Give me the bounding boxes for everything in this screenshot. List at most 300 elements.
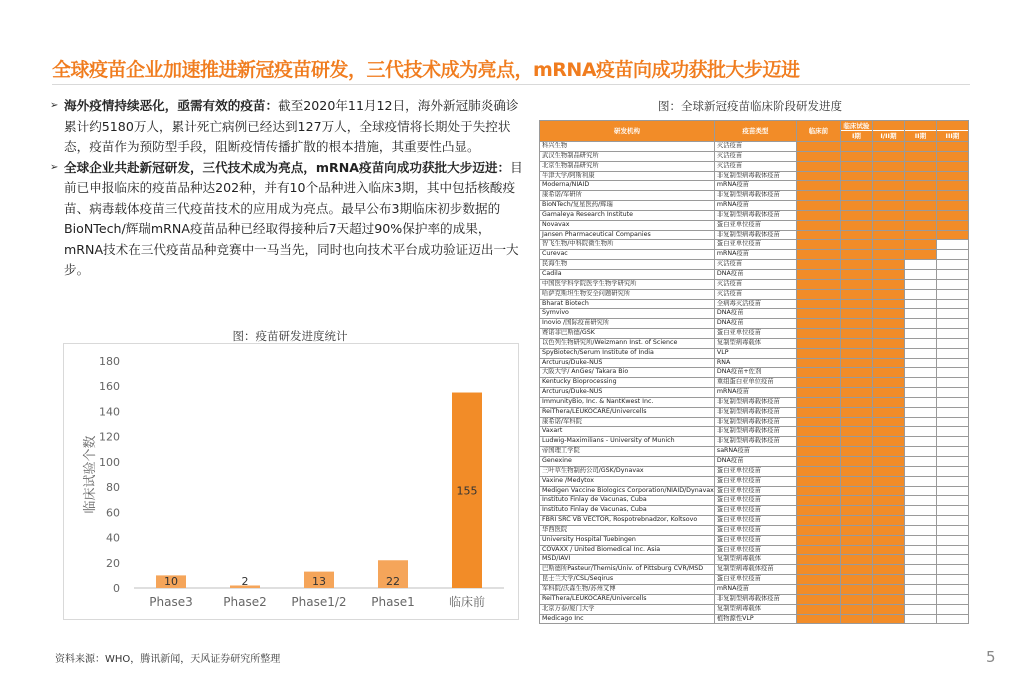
stage-phase1-cell: [840, 269, 872, 279]
table-row: [540, 506, 969, 516]
table-caption: 图：全球新冠疫苗临床阶段研发进度: [658, 99, 842, 113]
stage-phase3-cell: [936, 358, 968, 368]
stage-phase2-cell: [904, 220, 936, 230]
bullet-2-heading: 全球企业共赴新冠研发，三代技术成为亮点，mRNA疫苗向成功获批大步迈进：: [64, 159, 511, 175]
stage-phase3-cell: [936, 230, 968, 240]
row-type: mRNA疫苗: [714, 201, 796, 211]
header-trial-group: 临床试验: [841, 122, 872, 131]
table-row: [540, 279, 969, 289]
stage-phase3-cell: [936, 614, 968, 624]
stage-phase1-cell: [840, 525, 872, 535]
stage-preclinical-cell: [796, 191, 840, 201]
row-org: Medicago Inc: [540, 614, 715, 624]
stage-phase3-cell: [936, 407, 968, 417]
row-type: 重组蛋白亚单位疫苗: [714, 378, 796, 388]
bullet-list: [50, 96, 528, 281]
row-type: mRNA疫苗: [714, 250, 796, 260]
row-org: 大阪大学/ AnGes/ Takara Bio: [540, 368, 715, 378]
stage-phase12-cell: [872, 260, 904, 270]
table-row: [540, 358, 969, 368]
table-row: [540, 220, 969, 230]
stage-phase12-cell: [872, 584, 904, 594]
stage-phase1-cell: [840, 279, 872, 289]
row-org: Kentucky Bioprocessing: [540, 378, 715, 388]
arrow-bullet-icon: ➢: [50, 161, 59, 173]
stage-phase2-cell: [904, 289, 936, 299]
stage-phase3-cell: [936, 161, 968, 171]
row-type: saRNA疫苗: [714, 447, 796, 457]
stage-preclinical-cell: [796, 525, 840, 535]
stage-preclinical-cell: [796, 575, 840, 585]
stage-phase1-cell: [840, 417, 872, 427]
stage-preclinical-cell: [796, 329, 840, 339]
table-row: [540, 447, 969, 457]
row-type: 蛋白亚单位疫苗: [714, 466, 796, 476]
row-org: Arcturus/Duke-NUS: [540, 388, 715, 398]
stage-phase3-cell: [936, 565, 968, 575]
stage-phase1-cell: [840, 476, 872, 486]
stage-phase2-cell: [904, 348, 936, 358]
table-row: [540, 230, 969, 240]
stage-phase3-cell: [936, 289, 968, 299]
row-type: 蛋白亚单位疫苗: [714, 476, 796, 486]
stage-phase12-cell: [872, 289, 904, 299]
row-type: DNA疫苗: [714, 269, 796, 279]
stage-preclinical-cell: [796, 269, 840, 279]
stage-phase2-cell: [904, 269, 936, 279]
x-tick-label: Phase1: [371, 595, 415, 609]
stage-phase1-cell: [840, 555, 872, 565]
row-type: 非复制型病毒载体疫苗: [714, 397, 796, 407]
y-tick-label: 140: [99, 405, 120, 419]
row-type: mRNA疫苗: [714, 388, 796, 398]
row-type: 复制型病毒载体疫苗: [714, 565, 796, 575]
row-org: Instituto Finlay de Vacunas, Cuba: [540, 496, 715, 506]
table-row: [540, 309, 969, 319]
stage-preclinical-cell: [796, 506, 840, 516]
stage-phase3-cell: [936, 545, 968, 555]
stage-phase3-cell: [936, 240, 968, 250]
stage-phase12-cell: [872, 230, 904, 240]
header-preclinical: 临床前: [796, 121, 840, 142]
stage-phase1-cell: [840, 368, 872, 378]
stage-phase3-cell: [936, 476, 968, 486]
y-tick-label: 160: [99, 380, 120, 394]
stage-phase2-cell: [904, 181, 936, 191]
stage-preclinical-cell: [796, 427, 840, 437]
stage-preclinical-cell: [796, 279, 840, 289]
table-row: [540, 457, 969, 467]
table-row: [540, 437, 969, 447]
row-org: 昆士兰大学/CSL/Seqirus: [540, 575, 715, 585]
row-org: Curevac: [540, 250, 715, 260]
table-row: [540, 496, 969, 506]
row-org: 民海生物: [540, 260, 715, 270]
row-org: Novavax: [540, 220, 715, 230]
row-type: 灭活疫苗: [714, 260, 796, 270]
stage-phase2-cell: [904, 338, 936, 348]
stage-phase12-cell: [872, 210, 904, 220]
stage-phase2-cell: [904, 142, 936, 152]
stage-phase2-cell: [904, 594, 936, 604]
stage-preclinical-cell: [796, 614, 840, 624]
table-row: [540, 338, 969, 348]
stage-phase12-cell: [872, 516, 904, 526]
stage-phase1-cell: [840, 496, 872, 506]
stage-preclinical-cell: [796, 319, 840, 329]
stage-phase12-cell: [872, 368, 904, 378]
stage-phase1-cell: [840, 260, 872, 270]
stage-phase3-cell: [936, 604, 968, 614]
stage-phase1-cell: [840, 171, 872, 181]
header-phase3-label: III期: [945, 131, 960, 140]
stage-phase12-cell: [872, 555, 904, 565]
stage-phase3-cell: [936, 397, 968, 407]
header-phase1-label: I期: [851, 131, 861, 140]
stage-phase3-cell: [936, 594, 968, 604]
stage-phase1-cell: [840, 388, 872, 398]
stage-phase3-cell: [936, 151, 968, 161]
page-number: 5: [986, 648, 996, 666]
row-org: 牛津大学/阿斯利康: [540, 171, 715, 181]
stage-phase12-cell: [872, 250, 904, 260]
stage-phase1-cell: [840, 466, 872, 476]
stage-phase12-cell: [872, 506, 904, 516]
stage-phase3-cell: [936, 191, 968, 201]
stage-preclinical-cell: [796, 201, 840, 211]
stage-preclinical-cell: [796, 348, 840, 358]
row-org: 赛诺菲巴斯德/GSK: [540, 329, 715, 339]
stage-phase1-cell: [840, 181, 872, 191]
stage-preclinical-cell: [796, 220, 840, 230]
row-type: DNA疫苗+佐剂: [714, 368, 796, 378]
x-tick-label: 临床前: [448, 595, 486, 609]
stage-phase2-cell: [904, 151, 936, 161]
stage-phase2-cell: [904, 260, 936, 270]
stage-phase12-cell: [872, 476, 904, 486]
stage-phase1-cell: [840, 457, 872, 467]
table-row: [540, 516, 969, 526]
stage-phase2-cell: [904, 210, 936, 220]
row-org: 中国医学科学院医学生物学研究所: [540, 279, 715, 289]
stage-phase12-cell: [872, 545, 904, 555]
header-phase2: [904, 121, 936, 142]
stage-phase3-cell: [936, 338, 968, 348]
x-tick-label: Phase2: [223, 595, 267, 609]
stage-phase2-cell: [904, 604, 936, 614]
stage-preclinical-cell: [796, 407, 840, 417]
header-type: 疫苗类型: [714, 121, 796, 142]
row-org: Jansen Pharmaceutical Companies: [540, 230, 715, 240]
stage-preclinical-cell: [796, 457, 840, 467]
stage-phase1-cell: [840, 397, 872, 407]
table-row: [540, 319, 969, 329]
stage-preclinical-cell: [796, 338, 840, 348]
stage-phase12-cell: [872, 269, 904, 279]
stage-preclinical-cell: [796, 151, 840, 161]
stage-phase3-cell: [936, 329, 968, 339]
y-axis-label: 临床试验个数: [83, 435, 98, 514]
stage-phase2-cell: [904, 407, 936, 417]
stage-phase1-cell: [840, 437, 872, 447]
table-row: [540, 525, 969, 535]
table-row: [540, 466, 969, 476]
table-row: [540, 378, 969, 388]
row-org: Ludwig-Maximilians - University of Munich: [540, 437, 715, 447]
row-type: 植物源性VLP: [714, 614, 796, 624]
stage-preclinical-cell: [796, 250, 840, 260]
stage-phase1-cell: [840, 516, 872, 526]
stage-preclinical-cell: [796, 181, 840, 191]
table-row: [540, 594, 969, 604]
row-type: 灭活疫苗: [714, 289, 796, 299]
row-org: 武汉生物制品研究所: [540, 151, 715, 161]
stage-phase1-cell: [840, 191, 872, 201]
stage-phase12-cell: [872, 161, 904, 171]
stage-preclinical-cell: [796, 516, 840, 526]
stage-phase2-cell: [904, 417, 936, 427]
stage-phase2-cell: [904, 161, 936, 171]
stage-phase3-cell: [936, 437, 968, 447]
stage-preclinical-cell: [796, 210, 840, 220]
stage-phase2-cell: [904, 555, 936, 565]
stage-phase3-cell: [936, 319, 968, 329]
stage-phase12-cell: [872, 525, 904, 535]
trial-progress-table: [539, 120, 969, 624]
stage-preclinical-cell: [796, 358, 840, 368]
row-org: 康希诺/军研所: [540, 191, 715, 201]
stage-phase2-cell: [904, 575, 936, 585]
stage-phase3-cell: [936, 417, 968, 427]
stage-preclinical-cell: [796, 496, 840, 506]
row-org: ReiThera/LEUKOCARE/Univercells: [540, 594, 715, 604]
row-type: 全病毒灭活疫苗: [714, 299, 796, 309]
x-tick-label: Phase1/2: [291, 595, 347, 609]
stage-phase2-cell: [904, 368, 936, 378]
stage-phase2-cell: [904, 437, 936, 447]
stage-phase3-cell: [936, 584, 968, 594]
table-row: [540, 181, 969, 191]
row-org: 科兴生物: [540, 142, 715, 152]
table-row: [540, 240, 969, 250]
stage-phase2-cell: [904, 201, 936, 211]
stage-phase3-cell: [936, 210, 968, 220]
table-row: [540, 555, 969, 565]
row-type: 蛋白亚单位疫苗: [714, 516, 796, 526]
row-type: 复制型病毒载体: [714, 604, 796, 614]
stage-phase12-cell: [872, 575, 904, 585]
table-row: [540, 161, 969, 171]
bullet-item-2: [50, 158, 528, 281]
header-org: 研发机构: [540, 121, 715, 142]
y-tick-label: 20: [106, 556, 120, 570]
stage-phase3-cell: [936, 181, 968, 191]
x-tick-label: Phase3: [149, 595, 193, 609]
stage-phase2-cell: [904, 250, 936, 260]
stage-phase3-cell: [936, 486, 968, 496]
row-org: Vaxart: [540, 427, 715, 437]
row-type: 复制型病毒载体: [714, 555, 796, 565]
stage-phase1-cell: [840, 407, 872, 417]
stage-phase1-cell: [840, 535, 872, 545]
stage-preclinical-cell: [796, 486, 840, 496]
stage-preclinical-cell: [796, 545, 840, 555]
bar-data-label: 13: [312, 575, 326, 588]
table-row: [540, 486, 969, 496]
source-note: 资料来源：WHO，腾讯新闻，天风证券研究所整理: [55, 654, 281, 665]
y-tick-label: 60: [106, 506, 120, 520]
row-org: Genexine: [540, 457, 715, 467]
stage-phase2-cell: [904, 457, 936, 467]
stage-phase3-cell: [936, 466, 968, 476]
row-type: 非复制型病毒载体疫苗: [714, 171, 796, 181]
stage-phase12-cell: [872, 486, 904, 496]
stage-phase1-cell: [840, 250, 872, 260]
stage-phase12-cell: [872, 171, 904, 181]
y-tick-label: 40: [106, 531, 120, 545]
stage-phase1-cell: [840, 604, 872, 614]
stage-phase12-cell: [872, 220, 904, 230]
table-row: [540, 191, 969, 201]
y-tick-label: 120: [99, 430, 120, 444]
stage-phase1-cell: [840, 309, 872, 319]
row-type: 蛋白亚单位疫苗: [714, 506, 796, 516]
row-org: FBRI SRC VB VECTOR, Rospotrebnadzor, Koltsovo: [540, 516, 715, 526]
stage-phase1-cell: [840, 447, 872, 457]
table-row: [540, 614, 969, 624]
stage-preclinical-cell: [796, 142, 840, 152]
row-org: SpyBiotech/Serum Institute of India: [540, 348, 715, 358]
stage-phase3-cell: [936, 575, 968, 585]
row-type: 复制型病毒载体: [714, 338, 796, 348]
row-org: ReiThera/LEUKOCARE/Univercells: [540, 407, 715, 417]
table-row: [540, 260, 969, 270]
stage-phase1-cell: [840, 427, 872, 437]
table-row: [540, 329, 969, 339]
table-row: [540, 417, 969, 427]
row-org: Symvivo: [540, 309, 715, 319]
stage-phase12-cell: [872, 604, 904, 614]
stage-phase2-cell: [904, 358, 936, 368]
stage-phase12-cell: [872, 594, 904, 604]
row-type: DNA疫苗: [714, 457, 796, 467]
bar-data-label: 155: [456, 484, 478, 498]
bar-data-label: 2: [241, 575, 249, 588]
stage-preclinical-cell: [796, 535, 840, 545]
arrow-bullet-icon: ➢: [50, 100, 59, 111]
stage-phase12-cell: [872, 427, 904, 437]
stage-phase12-cell: [872, 358, 904, 368]
stage-phase1-cell: [840, 348, 872, 358]
stage-preclinical-cell: [796, 309, 840, 319]
stage-phase12-cell: [872, 378, 904, 388]
stage-phase3-cell: [936, 555, 968, 565]
stage-phase12-cell: [872, 151, 904, 161]
stage-phase12-cell: [872, 181, 904, 191]
stage-phase3-cell: [936, 220, 968, 230]
stage-phase2-cell: [904, 279, 936, 289]
row-type: 非复制型病毒载体疫苗: [714, 230, 796, 240]
stage-phase12-cell: [872, 299, 904, 309]
stage-phase2-cell: [904, 486, 936, 496]
row-org: MSD/IAVI: [540, 555, 715, 565]
stage-phase3-cell: [936, 427, 968, 437]
stage-preclinical-cell: [796, 584, 840, 594]
stage-phase1-cell: [840, 201, 872, 211]
table-row: [540, 584, 969, 594]
row-org: Gamaleya Research Institute: [540, 210, 715, 220]
stage-phase2-cell: [904, 565, 936, 575]
row-org: Instituto Finlay de Vacunas, Cuba: [540, 506, 715, 516]
table-row: [540, 575, 969, 585]
stage-phase12-cell: [872, 466, 904, 476]
stage-phase12-cell: [872, 329, 904, 339]
row-type: 灭活疫苗: [714, 151, 796, 161]
row-org: Inovio /国际疫苗研究所: [540, 319, 715, 329]
row-org: BioNTech/复星医药/辉瑞: [540, 201, 715, 211]
y-tick-label: 0: [113, 582, 120, 595]
stage-preclinical-cell: [796, 240, 840, 250]
row-type: 灭活疫苗: [714, 161, 796, 171]
stage-phase3-cell: [936, 496, 968, 506]
stage-phase12-cell: [872, 447, 904, 457]
stage-phase12-cell: [872, 496, 904, 506]
page-title: 全球疫苗企业加速推进新冠疫苗研发，三代技术成为亮点，mRNA疫苗向成功获批大步迈进: [52, 59, 800, 81]
row-type: 蛋白亚单位疫苗: [714, 486, 796, 496]
row-type: 蛋白亚单位疫苗: [714, 496, 796, 506]
stage-phase12-cell: [872, 348, 904, 358]
stage-phase3-cell: [936, 171, 968, 181]
y-tick-label: 180: [99, 355, 120, 368]
table-row: [540, 210, 969, 220]
table-row: [540, 427, 969, 437]
table-row: [540, 535, 969, 545]
stage-phase1-cell: [840, 210, 872, 220]
stage-phase12-cell: [872, 614, 904, 624]
header-phase12-label: I/II期: [880, 131, 897, 140]
row-org: 华西医院: [540, 525, 715, 535]
stage-preclinical-cell: [796, 417, 840, 427]
row-org: 北京万泰/厦门大学: [540, 604, 715, 614]
stage-phase2-cell: [904, 191, 936, 201]
stage-phase1-cell: [840, 240, 872, 250]
stage-phase1-cell: [840, 338, 872, 348]
stage-phase2-cell: [904, 476, 936, 486]
row-type: DNA疫苗: [714, 319, 796, 329]
row-org: 以色列生物研究所/Weizmann Inst. of Science: [540, 338, 715, 348]
stage-phase3-cell: [936, 269, 968, 279]
stage-phase3-cell: [936, 525, 968, 535]
stage-phase1-cell: [840, 565, 872, 575]
stage-phase2-cell: [904, 614, 936, 624]
row-org: Moderna/NIAID: [540, 181, 715, 191]
stage-phase12-cell: [872, 535, 904, 545]
row-org: University Hospital Tuebingen: [540, 535, 715, 545]
table-row: [540, 368, 969, 378]
stage-phase2-cell: [904, 309, 936, 319]
stage-phase3-cell: [936, 142, 968, 152]
table-row: [540, 142, 969, 152]
stage-phase3-cell: [936, 516, 968, 526]
stage-preclinical-cell: [796, 171, 840, 181]
stage-phase12-cell: [872, 388, 904, 398]
stage-preclinical-cell: [796, 466, 840, 476]
stage-phase2-cell: [904, 466, 936, 476]
stage-phase1-cell: [840, 151, 872, 161]
stage-phase3-cell: [936, 506, 968, 516]
stage-phase12-cell: [872, 240, 904, 250]
table-row: [540, 269, 969, 279]
